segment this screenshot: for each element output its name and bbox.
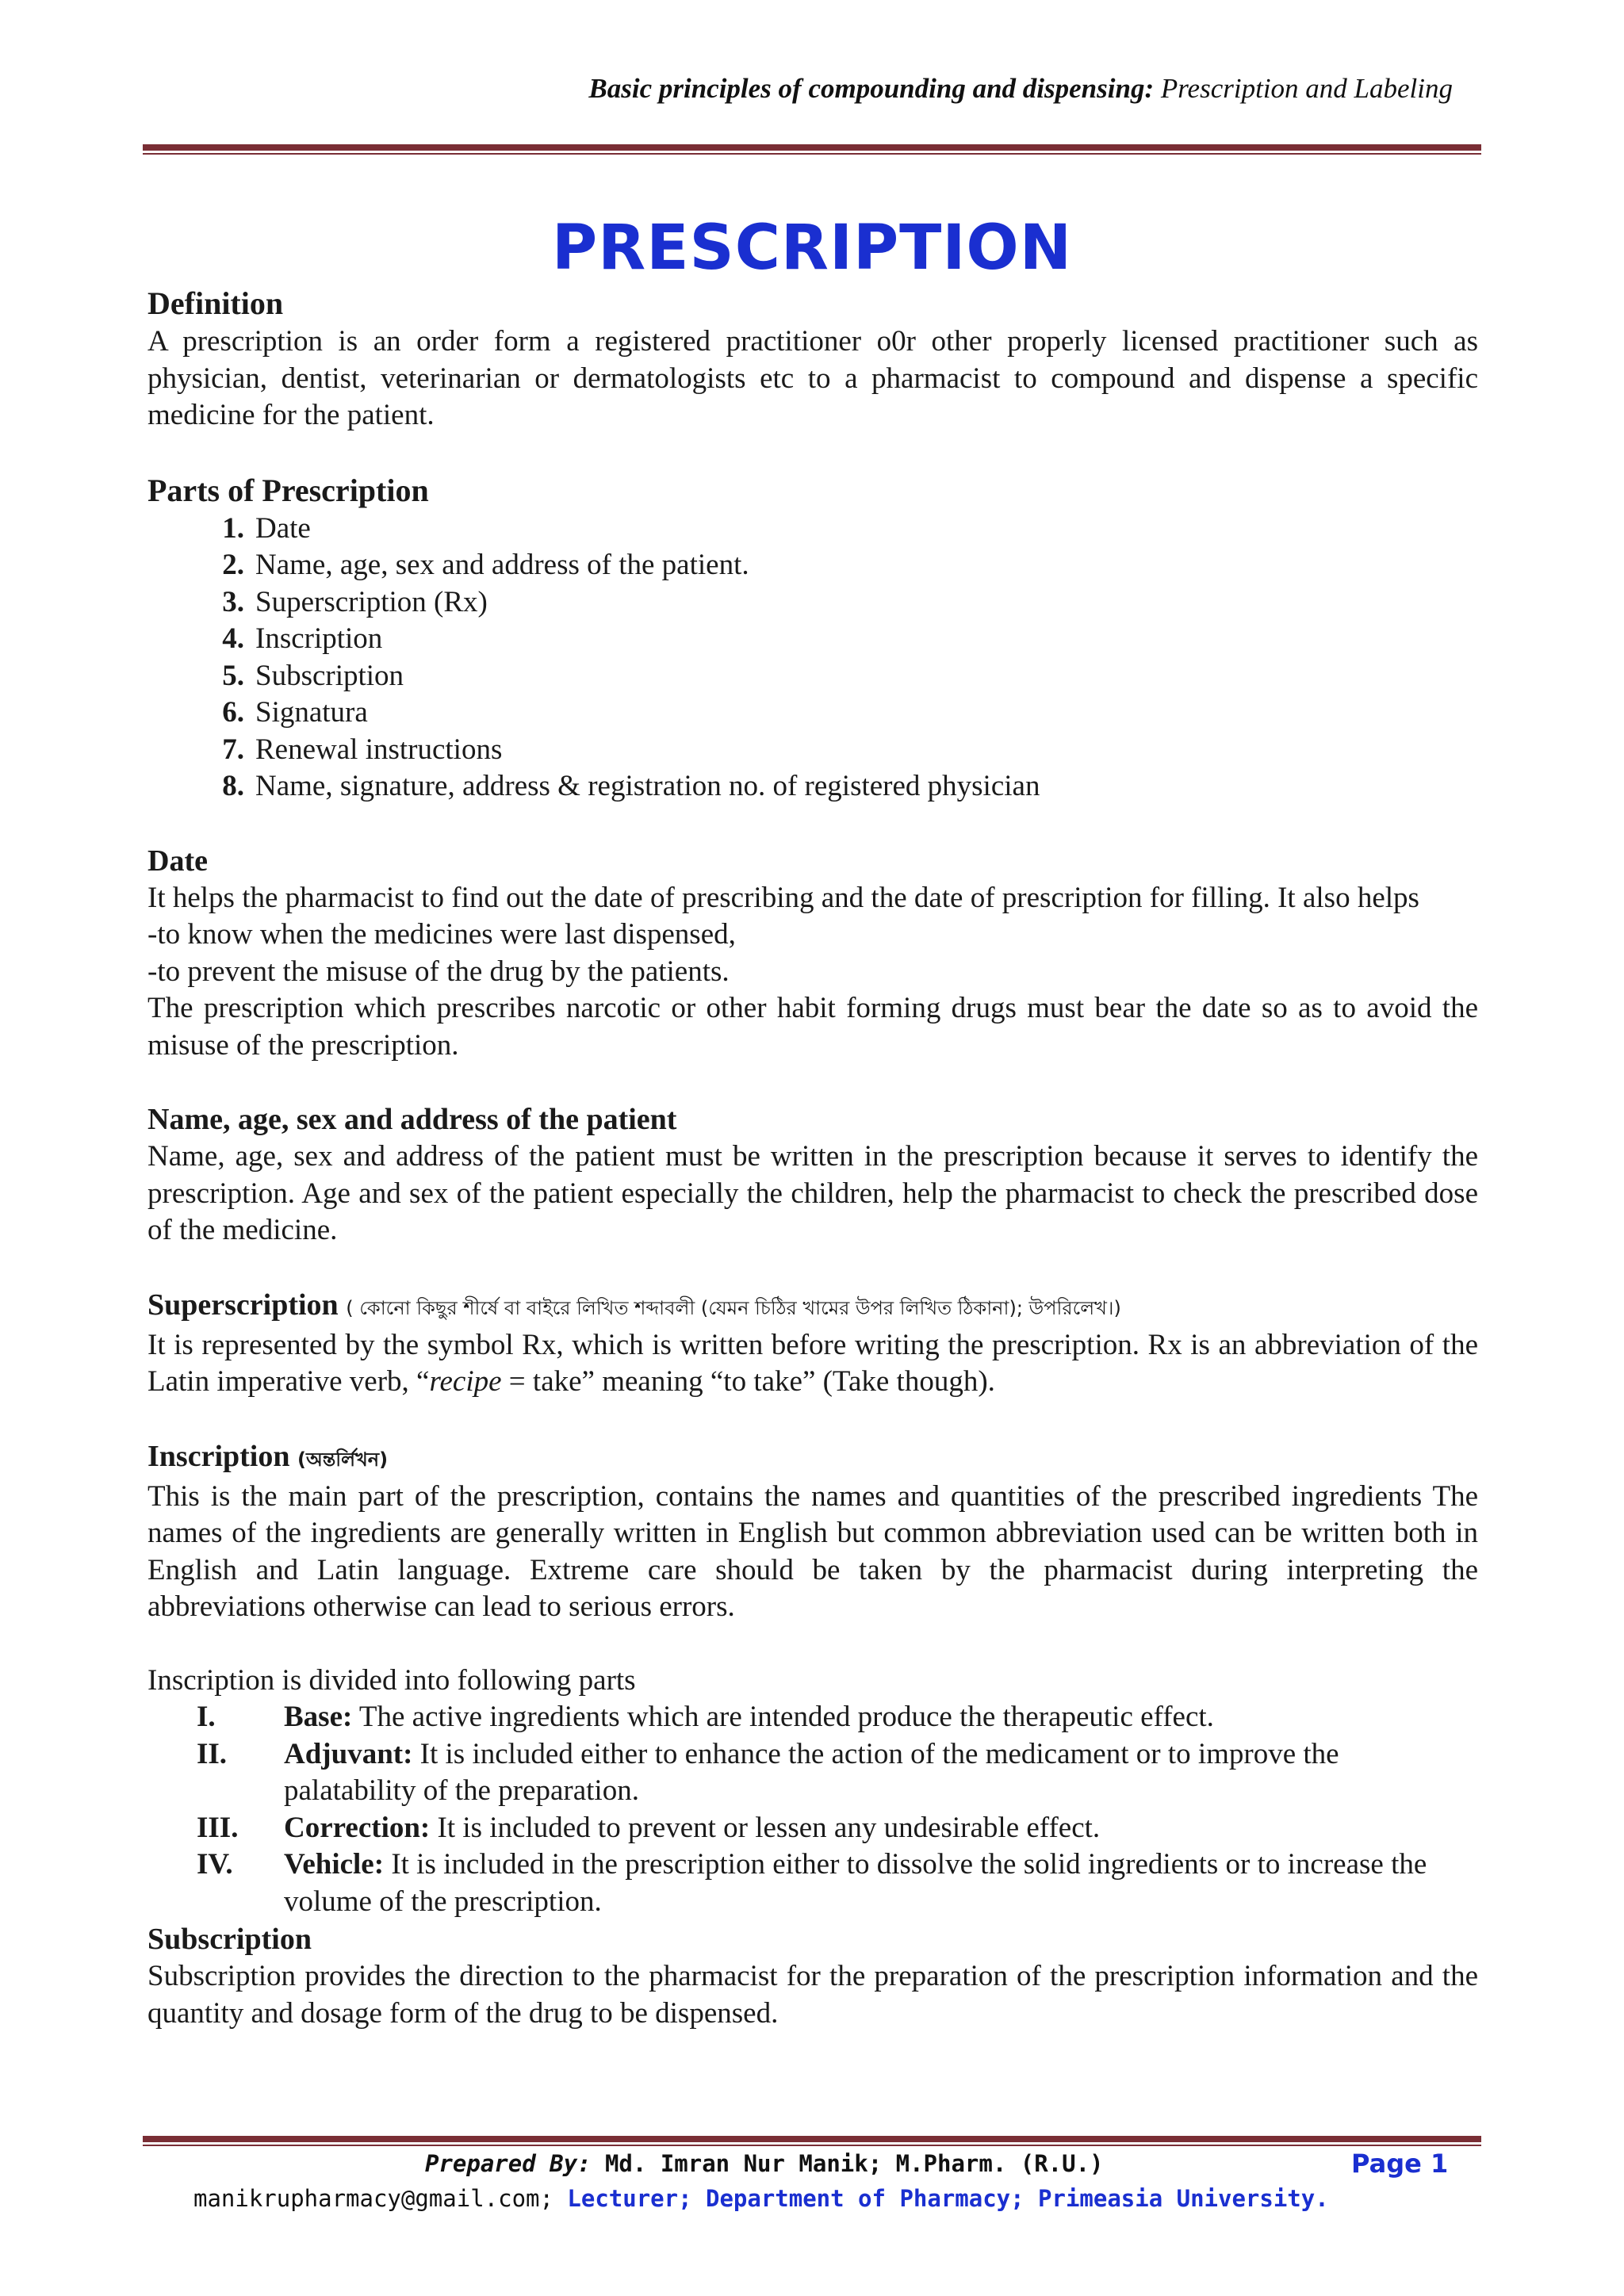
list-item: 7. Renewal instructions xyxy=(222,733,503,766)
running-header xyxy=(588,73,1453,105)
date-text-4: The prescription which prescribes narcotic or other habit forming drugs must bear the date so as to avoid the misuse of the prescription. xyxy=(147,992,1478,1062)
inscription-parts-list xyxy=(147,1699,1478,1920)
page-number: Page 1 xyxy=(1351,2149,1449,2179)
subscription-heading: Subscription xyxy=(147,1923,312,1956)
list-item: III. Correction: It is included to prevent or lessen any undesirable effect. xyxy=(197,1811,1101,1844)
header-title-rest: Prescription and Labeling xyxy=(1160,73,1453,104)
list-item: 4. Inscription xyxy=(222,622,383,655)
list-item: 5. Subscription xyxy=(222,659,404,692)
definition-heading: Definition xyxy=(147,285,284,321)
parts-heading: Parts of Prescription xyxy=(147,472,429,508)
definition-text: A prescription is an order form a registered practitioner o0r other properly licensed practitioner such as physician, dentist, veterinarian or dermatologists etc to a pharmacist to compound and dispense a specific medicine for the patient. xyxy=(147,325,1478,431)
patient-text: Name, age, sex and address of the patient must be written in the prescription because it serves to identify the prescription. Age and sex of the patient especially the children, help the pharmacist to check the prescribed dose of the medicine. xyxy=(147,1140,1478,1246)
document-body xyxy=(147,284,1478,2032)
list-item: 6. Signatura xyxy=(222,696,368,729)
inscription-text: This is the main part of the prescription, contains the names and quantities of the prescribed ingredients The names of the ingredients are generally written in English but common abbreviation used can be written both in English and Latin language. Extreme care should be taken by the pharmacist during interpreting the abbreviations otherwise can lead to serious errors. xyxy=(147,1479,1478,1623)
footer-rule xyxy=(143,2136,1481,2146)
date-heading: Date xyxy=(147,844,208,878)
header-title-bold: Basic principles of compounding and dispensing: xyxy=(588,73,1155,104)
list-item: IV. Vehicle: It is included in the prescription either to dissolve the solid ingredients or to increase the volume of the prescription. xyxy=(197,1848,1427,1918)
page-title: PRESCRIPTION xyxy=(552,212,1072,284)
list-item: 2. Name, age, sex and address of the patient. xyxy=(222,549,749,581)
list-item: 1. Date xyxy=(222,511,311,545)
inscription-heading: Inscription (অন্তর্লিখন) xyxy=(147,1439,389,1473)
inscription-intro: Inscription is divided into following parts xyxy=(147,1663,636,1697)
patient-heading: Name, age, sex and address of the patient xyxy=(147,1103,677,1136)
list-item: II. Adjuvant: It is included either to enhance the action of the medicament or to improve the palatability of the preparation. xyxy=(197,1737,1339,1807)
inscription-bengali: (অন্তর্লিখন) xyxy=(297,1448,389,1471)
superscription-heading: Superscription ( কোনো কিছুর শীর্ষে বা বাইরে লিখিত শব্দাবলী (যেমন চিঠির খামের উপর লিখিত ঠিকানা); উপরিলেখ।) xyxy=(147,1288,1121,1322)
footer-position: Lecturer; Department of Pharmacy; Primeasia University. xyxy=(553,2185,1329,2212)
footer-contact xyxy=(193,2185,1329,2212)
parts-list xyxy=(147,511,1478,806)
footer-email: manikrupharmacy@gmail.com; xyxy=(193,2185,553,2212)
subscription-text: Subscription provides the direction to the pharmacist for the preparation of the prescription information and the quantity and dosage form of the drug to be dispensed. xyxy=(147,1960,1478,2030)
list-item: 8. Name, signature, address & registration no. of registered physician xyxy=(222,770,1040,802)
date-text-1: It helps the pharmacist to find out the date of prescribing and the date of prescription for filling. It also helps xyxy=(147,881,1419,914)
superscription-text: It is represented by the symbol Rx, which is written before writing the prescription. Rx is an abbreviation of the Latin imperative verb, “recipe = take” meaning “to take” (Take though). xyxy=(147,1328,1478,1398)
date-text-2: -to know when the medicines were last dispensed, xyxy=(147,918,736,951)
footer-prepared-by: Prepared By: Md. Imran Nur Manik; M.Pharm. (R.U.) xyxy=(425,2150,1104,2177)
date-text-3: -to prevent the misuse of the drug by the patients. xyxy=(147,955,730,988)
list-item: 3. Superscription (Rx) xyxy=(222,585,488,618)
superscription-bengali: ( কোনো কিছুর শীর্ষে বা বাইরে লিখিত শব্দাবলী (যেমন চিঠির খামের উপর লিখিত ঠিকানা); উপরিলেখ।) xyxy=(346,1296,1121,1319)
list-item: I. Base: The active ingredients which are intended produce the therapeutic effect. xyxy=(197,1701,1214,1733)
header-rule xyxy=(143,144,1481,155)
